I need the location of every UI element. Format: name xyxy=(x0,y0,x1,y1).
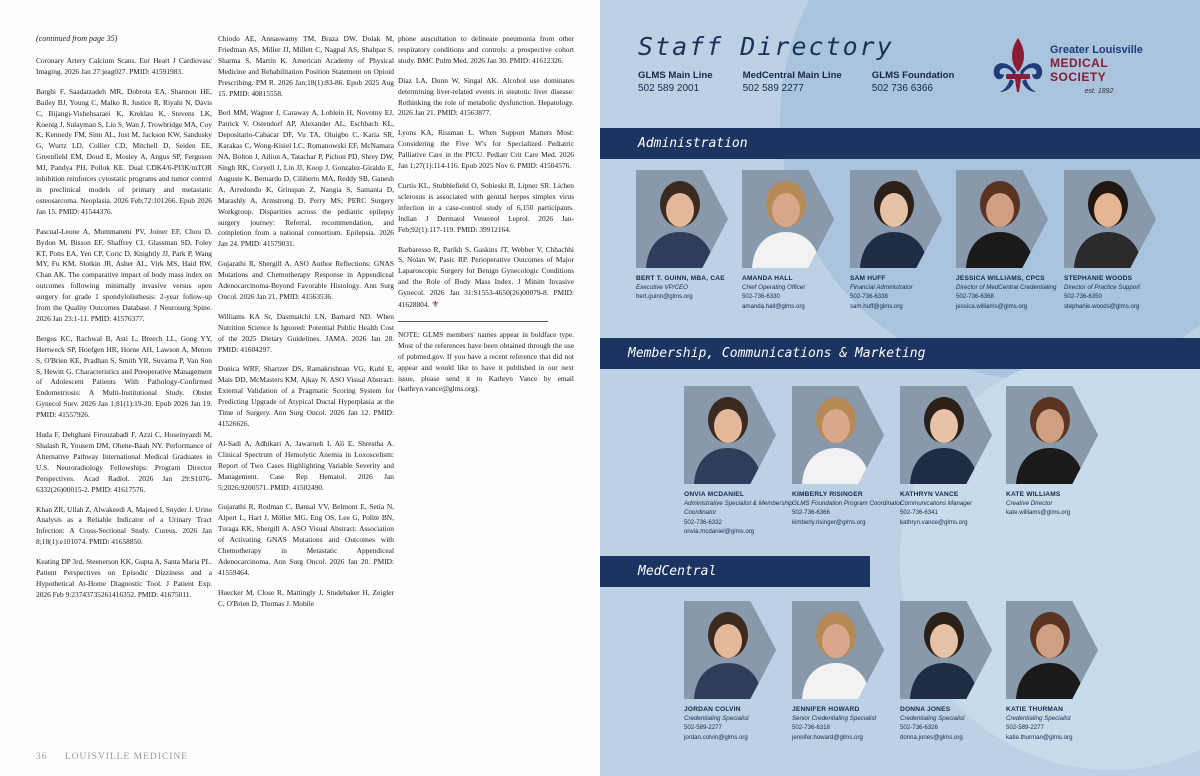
staff-name: JESSICA WILLIAMS, CPCS xyxy=(956,275,1045,282)
staff-info xyxy=(636,274,752,302)
staff-title: Credentialing Specialist xyxy=(684,715,749,723)
staff-info xyxy=(792,705,908,742)
logo-wordmark xyxy=(1050,44,1148,95)
staff-photo xyxy=(742,170,834,268)
staff-phone: 502-736-6350 xyxy=(1064,293,1102,301)
staff-email[interactable]: donna.jones@glms.org xyxy=(900,733,963,741)
staff-name: KATE WILLIAMS xyxy=(1006,491,1061,498)
staff-name: SAM HUFF xyxy=(850,275,886,282)
references-column-2 xyxy=(218,34,394,619)
staff-info xyxy=(792,490,908,527)
logo-established: est. 1892 xyxy=(1084,88,1114,95)
main-phone-lines xyxy=(638,70,954,94)
phone-line xyxy=(638,70,713,94)
reference-entry: Keating DP 3rd, Steenerson KK, Gupta A, Santa Maria PL. Patient Perspectives on Episodic Dizziness and a Hypothetical At-Home Diagnostic Tool. J Patient Exp. 2026 Feb 9:23743735261416352. PMID: 41675011. xyxy=(36,557,212,599)
reference-entry: Bergus KC, Rachwal B, Asti L, Breech LL, Gong YY, Hertweck SP, Hoefgen HR, Horne AH, Lawson A, Menon S, O'Brien KE, Pradhan S, Smith YR, Suvarna P, Van Son S, Hewitt G. Characteristics and Preoperative Management of Adolescent Patients With Pathology-Confirmed Endometriosis: A Multi-Institutional Study. Obstet Gynecol Surv. 2026 Jan 1;81(1):19-20. Epub 2026 Jan 19. PMID: 41557926. xyxy=(36,333,212,420)
reference-entry: Gujarathi R, Rodman C, Bansal VV, Belmont E, Setia N, Alpert L, Hart J, Möller MG, Eng OS, Lee G, Polite BN, Turaga KK, Shergill A. ASO Visual Abstract: Association of Activating GNAS Mutations and Outcomes with Chemotherapy in Metastatic Appendiceal Adenocarcinoma. Ann Surg Oncol. 2026 Jan 20. PMID: 41559464. xyxy=(218,502,394,577)
staff-phone: 502-589-2277 xyxy=(684,724,722,732)
reference-entry: Pascual-Leone A, Mummaneni PV, Joiner EF, Chou D, Bydon M, Bisson EF, Shaffrey CI, Glassman SD, Foley KT, Potts EA, Yen CP, Coric D, Knightly JJ, Park P, Wang MY, Fu KM, Slotkin JR, Asher AL, Virk MS, Haid RW, Chan AK. The comparative impact of body mass index on outcomes following minimally invasive versus open surgery for grade 1 spondylolisthesis: 2-year follow-up from the Quality Outcomes Database. J Neurosurg Spine. 2026 Jan 23:1-11. PMID: 41576377. xyxy=(36,226,212,323)
staff-title: Chief Operating Officer xyxy=(742,284,806,292)
page-title: Staff Directory xyxy=(638,32,894,61)
staff-phone: 502-589-2277 xyxy=(1006,724,1044,732)
staff-name: BERT T. GUINN, MBA, CAE xyxy=(636,275,725,282)
staff-email[interactable]: sam.huff@glms.org xyxy=(850,302,903,310)
portrait-icon xyxy=(850,170,942,268)
staff-photo xyxy=(850,170,942,268)
staff-title: Director of MedCentral Credentialing xyxy=(956,284,1057,292)
reference-entry xyxy=(398,245,574,311)
reference-entry: Gujarathi R, Shergill A. ASO Author Reflections: GNAS Mutations and Chemotherapy Response in Appendiceal Adenocarcinoma-Beyond Favorable Histology. Ann Surg Oncol. 2026 Jan 21. PMID: 41563536. xyxy=(218,259,394,301)
reference-entry: Diaz LA, Dunn W, Singal AK. Alcohol use dominates determining liver-related events in steatotic liver disease: Rethinking the role of metabolic dysfunction. Hepatology. 2026 Jan 21. PMID: 41563877. xyxy=(398,75,574,118)
phone-number: 502 736 6366 xyxy=(871,83,933,94)
staff-title: Senior Credentialing Specialist xyxy=(792,715,877,723)
staff-photo xyxy=(684,386,776,484)
portrait-icon xyxy=(1006,601,1098,699)
references-column-3 xyxy=(398,34,574,404)
staff-email[interactable]: kimberly.risinger@glms.org xyxy=(792,518,866,526)
staff-email[interactable]: jennifer.howard@glms.org xyxy=(792,733,863,741)
reference-entry: phone auscultation to delineate pneumonia from other respiratory conditions and controls: a prospective cohort study. BMC Pulm Med. 2026 Jan 30. PMID: 41612326. xyxy=(398,34,574,65)
fleur-de-lis-icon: ⚜ xyxy=(431,299,440,310)
staff-info xyxy=(684,705,800,742)
reference-entry: Lyons KA, Rissman L. When Support Matters Most: Considering the Five W's for Specialized Pediatric Palliative Care in the PICU. Pediatr Crit Care Med. 2026 Jan 1;27(1):114-116. Epub 2025 Nov 6. PMID: 41504576. xyxy=(398,128,574,171)
staff-email[interactable]: kathryn.vance@glms.org xyxy=(900,518,968,526)
phone-number: 502 589 2001 xyxy=(638,83,700,94)
staff-info xyxy=(850,274,966,311)
members-note: NOTE: GLMS members' names appear in boldface type. Most of the references have been obtained through the use of pubmed.gov. If you have a recent reference that did not appear and would like to have it published in our next issue, please send it to Kathryn Vance by email (kathryn.vance@glms.org). xyxy=(398,329,574,394)
staff-title: GLMS Foundation Program Coordinator xyxy=(792,500,902,508)
staff-photo xyxy=(900,386,992,484)
staff-name: KIMBERLY RISINGER xyxy=(792,491,863,498)
staff-photo xyxy=(900,601,992,699)
staff-name: DONNA JONES xyxy=(900,706,951,713)
staff-email[interactable]: jessica.williams@glms.org xyxy=(956,302,1028,310)
staff-title: Communications Manager xyxy=(900,500,973,508)
staff-title: Creative Director xyxy=(1006,500,1053,508)
phone-line xyxy=(743,70,842,94)
reference-entry: Huda F, Dehghani Firouzabadi F, Azzi C, Hoseinyazdi M, Shalash R, Yousem DM, Ohene-Baah NY. Performance of Alternative Pathway International Medical Graduates in U.S. Neuroradiology Fellowships: Program Director Perspectives. Acad Radiol. 2026 Jan 29:S1076-6332(26)00015-2. PMID: 41617576. xyxy=(36,430,212,494)
staff-phone: 502-736-6332 xyxy=(684,518,722,526)
section-header-administration: Administration xyxy=(600,128,1200,159)
staff-info xyxy=(684,490,800,536)
phone-label: GLMS Main Line xyxy=(638,70,713,81)
staff-photo xyxy=(792,601,884,699)
staff-title: Credentialing Specialist xyxy=(900,715,965,723)
staff-phone: 502-736-6368 xyxy=(956,293,994,301)
page-folio xyxy=(36,752,188,762)
reference-entry: Huecker M, Close R, Mattingly J, Studebaker H, Zeigler C, O'Brien D, Thomas J. Mobile xyxy=(218,587,394,608)
staff-info xyxy=(900,490,1016,527)
phone-label: GLMS Foundation xyxy=(871,70,955,81)
portrait-icon xyxy=(956,170,1048,268)
reference-entry: Al-Sadi A, Adhikari A, Jawarneh I, Ali E, Shrestha A. Clinical Spectrum of Hemolytic Anemia in Loxoscelism: Report of Two Cases Highlighting Variable Severity and Management. Case Rep Hematol. 2026 Jan 5;2026:9200571. PMID: 41502490. xyxy=(218,438,394,492)
glms-logo xyxy=(988,34,1148,98)
staff-title: Credentialing Specialist xyxy=(1006,715,1071,723)
staff-row-medcentral xyxy=(600,601,1200,776)
staff-info xyxy=(1064,274,1180,311)
staff-photo xyxy=(636,170,728,268)
staff-photo xyxy=(956,170,1048,268)
staff-info xyxy=(900,705,1016,742)
fleur-de-lis-logo-icon xyxy=(988,34,1048,98)
portrait-icon xyxy=(900,601,992,699)
reference-entry: Barghi F, Saadatzadeh MR, Dobrota EA, Shannon HE, Bailey BJ, Young C, Malko R, Justice R, Riyahi N, Davis C, Bijangi-Vishehsaraei K, Kreklau K, Stevens LK, Koenig J, Sulayman S, Liu S, Wan J, Trowbridge MA, Coy K, Kennedy FM, Sinn AL, Just M, Jackson KW, Sandusky G, Wurtz LD, Collier CD, Mitchell D, Seiden EE, Greenfield EM, Doud E, Mosley A, Angus SP, Ferguson MJ, Pandya PH, Pollok KE. Dual CDK4/6-PI3K/mTOR inhibition reinforces cytostatic programs and tumor control in preclinical models of primary and metastatic osteosarcoma. Neoplasia. 2026 Feb;72:101266. Epub 2026 Jan 15. PMID: 41544376. xyxy=(36,86,212,216)
portrait-icon xyxy=(742,170,834,268)
portrait-icon xyxy=(792,386,884,484)
staff-photo xyxy=(1006,601,1098,699)
staff-photo xyxy=(1006,386,1098,484)
references-column-1 xyxy=(36,56,212,610)
publication-title: LOUISVILLE MEDICINE xyxy=(64,752,189,762)
staff-title: Financial Administrator xyxy=(850,284,913,292)
reference-text: Barbaresso R, Parikh S, Gaskins JT, Webber V, Chhachhi S, Nolan W, Pasic RP. Perioperative Outcomes of Major Laparoscopic Surgery for Benign Gynecologic Conditions and the Role of Body Mass Index. J Minim Invasive Gynecol. 2026 Jan 31:S1553-4650(26)00079-8. PMID: 41628804. xyxy=(398,244,574,310)
section-header-medcentral: MedCentral xyxy=(600,556,870,587)
staff-name: KATIE THURMAN xyxy=(1006,706,1064,713)
portrait-icon xyxy=(684,386,776,484)
portrait-icon xyxy=(684,601,776,699)
staff-info xyxy=(1006,705,1122,742)
staff-phone: 502-736-6318 xyxy=(792,724,830,732)
staff-phone: 502-736-6330 xyxy=(742,293,780,301)
staff-email[interactable]: katie.thurman@glms.org xyxy=(1006,733,1073,741)
reference-entry: Williams KA Sr, Dastmalchi LN, Barnard ND. When Nutrition Science Is Ignored: Potential Public Health Cost of the 2025 Dietary Guidelines. JAMA. 2026 Jan 28. PMID: 41604297. xyxy=(218,311,394,354)
phone-number: 502 589 2277 xyxy=(742,83,804,94)
staff-name: STEPHANIE WOODS xyxy=(1064,275,1133,282)
portrait-icon xyxy=(792,601,884,699)
phone-line xyxy=(872,70,955,94)
reference-entry: Curtis KL, Stubblefield O, Sobieski B, Lipner SR. Lichen sclerosus is associated with genital herpes simplex virus infection in a case-control study of 6,150 participants. Indian J Dermatol Venereol Leprol. 2026 Jan-Feb;92(1):117-119. PMID: 39912164. xyxy=(398,180,574,234)
staff-info xyxy=(1006,490,1122,518)
portrait-icon xyxy=(636,170,728,268)
staff-phone: 502-736-6341 xyxy=(900,509,938,517)
reference-entry: Donica WRF, Shartzer DS, Ramakrishnan VG, Kuhl E, Mais DD, McMasters KM, Ajkay N. ASO Visual Abstract: External Validation of a Pragmatic Scoring System for Predicting Upgrade of Atypical Ductal Hyperplasia at the Time of Surgery. Ann Surg Oncol. 2026 Jan 12. PMID: 41526626. xyxy=(218,364,394,428)
staff-email[interactable]: amanda.hall@glms.org xyxy=(742,302,805,310)
reference-entry: Coronary Artery Calcium Scans. Eur Heart J Cardiovasc Imaging. 2026 Jan 27:jeag027. PMID: 41591983. xyxy=(36,56,212,76)
continued-note: (continued from page 35) xyxy=(36,34,118,43)
section-header-membership: Membership, Communications & Marketing xyxy=(600,338,1200,369)
staff-phone: 502-736-6366 xyxy=(792,509,830,517)
staff-photo xyxy=(1064,170,1156,268)
staff-name: KATHRYN VANCE xyxy=(900,491,959,498)
staff-info xyxy=(956,274,1072,311)
page-number: 36 xyxy=(36,752,48,762)
reference-entry: Khan ZR, Ullah Z, Alwakeedi A, Majeed I, Snyder J. Urine Analysis as a Reliable Indicator of a Urinary Tract Infection: A Cross-Sectional Study. Cureus. 2026 Jan 8;18(1):e101074. PMID: 41658850. xyxy=(36,504,212,547)
staff-email[interactable]: kate.williams@glms.org xyxy=(1006,509,1071,517)
staff-name: ONVIA MCDANIEL xyxy=(684,491,745,498)
staff-title: Administrative Specialist & Membership Coordinator xyxy=(684,500,793,517)
divider xyxy=(398,321,548,322)
portrait-icon xyxy=(1006,386,1098,484)
staff-email[interactable]: onvia.mcdaniel@glms.org xyxy=(684,527,755,535)
staff-email[interactable]: bert.guinn@glms.org xyxy=(636,293,693,301)
phone-label: MedCentral Main Line xyxy=(742,70,842,81)
staff-phone: 502-736-6326 xyxy=(900,724,938,732)
staff-directory-page xyxy=(600,0,1200,776)
staff-title: Director of Practice Support xyxy=(1064,284,1140,292)
staff-email[interactable]: jordan.colvin@glms.org xyxy=(684,733,748,741)
logo-line: Greater Louisville xyxy=(1050,44,1143,56)
staff-name: JENNIFER HOWARD xyxy=(792,706,860,713)
staff-name: AMANDA HALL xyxy=(742,275,793,282)
staff-photo xyxy=(684,601,776,699)
staff-name: JORDAN COLVIN xyxy=(684,706,741,713)
staff-info xyxy=(742,274,858,311)
staff-photo xyxy=(792,386,884,484)
staff-title: Executive VP/CEO xyxy=(636,284,688,292)
reference-entry: Berl MM, Wagner J, Caraway A, Loblein H, Novotny EJ, Patrick V, Ostendorf AP, Alexander AL, Eschbach KL, Depositario-Cabacar DF, Vu TA, Oluigbo C, Karia SR, Karakas C, Wong-Kisiel LC, Romanowski EF, McNamara NA, Bolton J, Ailion A, Tatachar P, Pichon PD, Shrey DW, Singh RK, Coryell J, Lin JJ, Koop J, Gonzalez-Giraldo E, Auguste K, Bernardo D, Ciliberto MA, Reddy SB, Ganesh A, Arredondo K, Grinspan Z, Nangia S, Samanta D, Marashly A, Armstrong D, Perry MS; PERC Surgery Workgroup. Disparities across the pediatric epilepsy surgery journey: Referral, recommendation, and completion from a national consortium. Epilepsia. 2026 Jan 24. PMID: 41579031. xyxy=(218,108,394,249)
reference-entry: Chiodo AE, Annaswamy TM, Braza DW, Dolak M, Friedman AS, Miller JJ, Millett C, Nagpal AS, Shahpar S, Sharma S, Martin K. American Academy of Physical Medicine and Rehabilitation Position Statement on Opioid Prescribing. PM R. 2026 Jan;18(1):83-86. Epub 2025 Aug 15. PMID: 40815558. xyxy=(218,34,394,98)
portrait-icon xyxy=(900,386,992,484)
staff-phone: 502-736-6338 xyxy=(850,293,888,301)
logo-line: MEDICAL SOCIETY xyxy=(1050,56,1108,84)
staff-email[interactable]: stephanie.woods@glms.org xyxy=(1064,302,1140,310)
portrait-icon xyxy=(1064,170,1156,268)
